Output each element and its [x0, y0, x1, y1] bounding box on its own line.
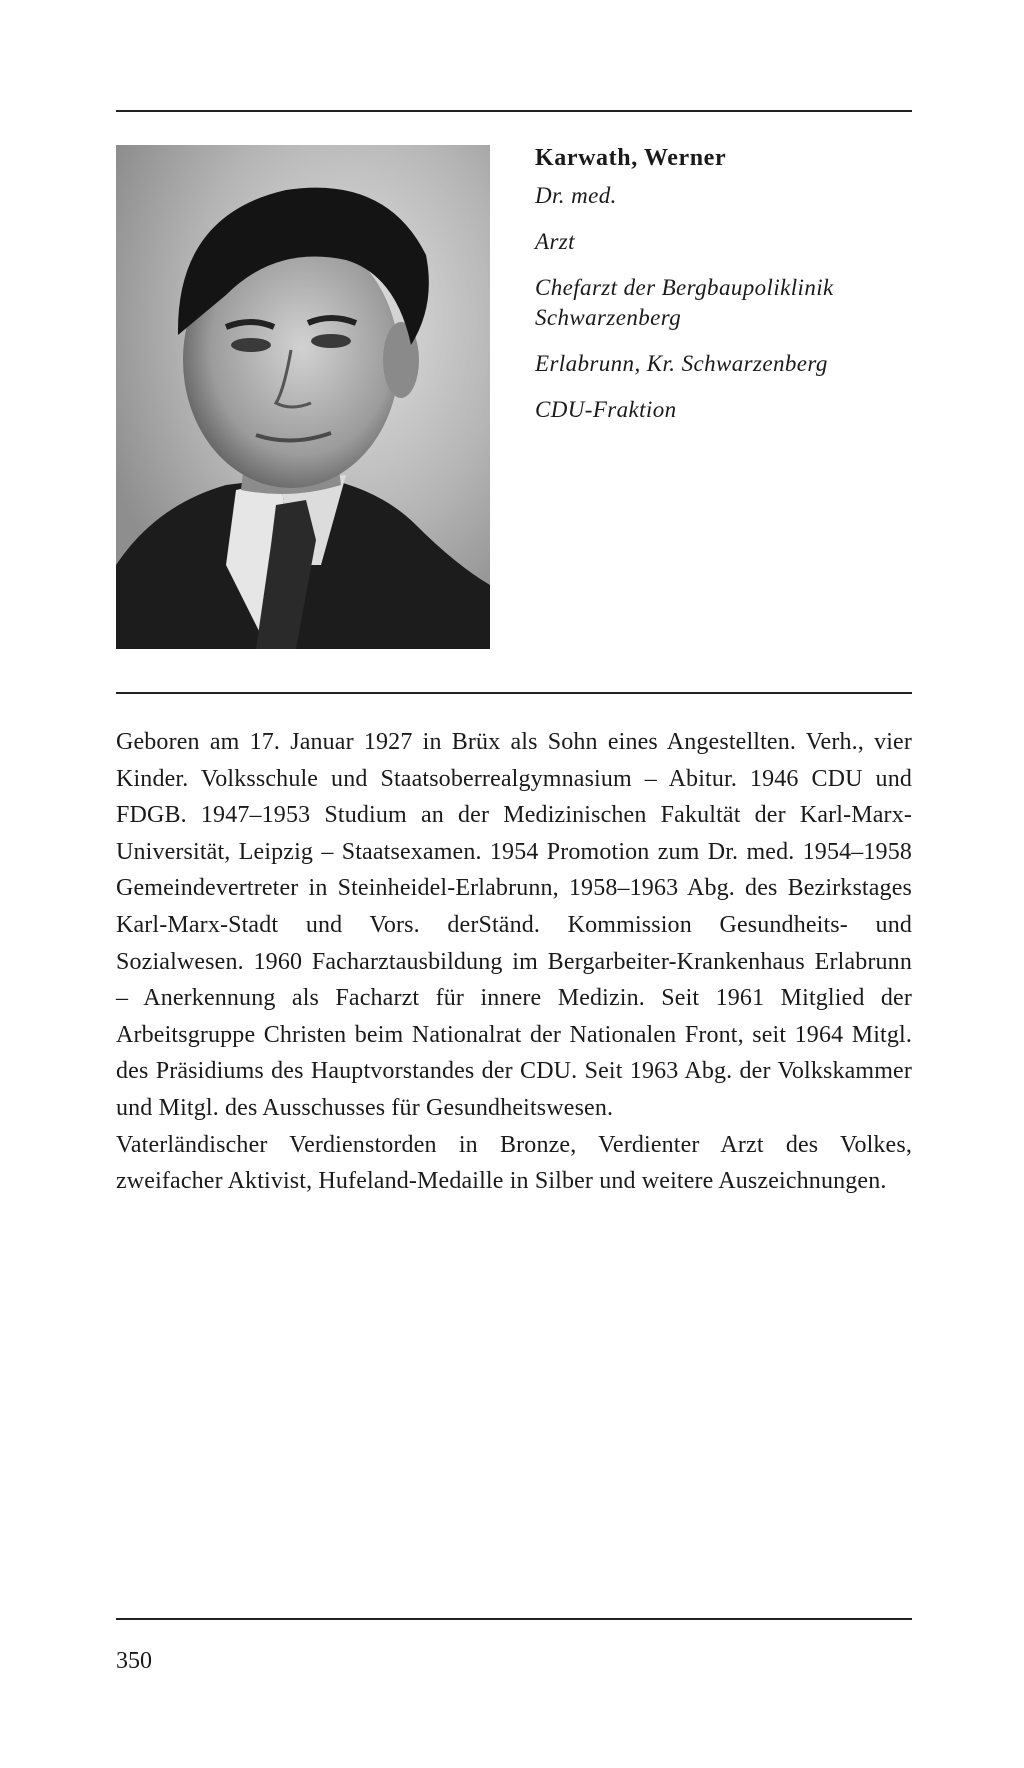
position-line-1: Chefarzt der Bergbaupoliklinik [535, 275, 834, 300]
entry-header [535, 143, 915, 425]
portrait-photo [116, 145, 490, 649]
residence: Erlabrunn, Kr. Schwarzenberg [535, 351, 828, 376]
biography-paragraph-2: Vaterländischer Verdienstorden in Bronze, Verdienter Arzt des Volkes, zweifacher Aktivist, Hufeland-Medaille in Silber und weitere Auszeichnungen. [116, 1131, 912, 1195]
middle-rule [116, 692, 912, 694]
top-rule [116, 110, 912, 112]
profession: Arzt [535, 229, 575, 254]
biography [116, 724, 912, 1200]
faction: CDU-Fraktion [535, 397, 677, 422]
academic-title: Dr. med. [535, 183, 617, 208]
portrait-illustration [116, 145, 490, 649]
biography-paragraph-1: Geboren am 17. Januar 1927 in Brüx als Sohn eines Angestellten. Verh., vier Kinder. Volksschule und Staatsoberrealgymnasium – Abitur. 1946 CDU und FDGB. 1947–1953 Studium an der Medizinischen Fakultät der Karl-Marx-Universität, Leipzig – Staatsexamen. 1954 Promotion zum Dr. med. 1954–1958 Gemeindevertreter in Steinheidel-Erlabrunn, 1958–1963 Abg. des Bezirkstages Karl-Marx-Stadt und Vors. derStänd. Kommission Gesundheits- und Sozialwesen. 1960 Facharztausbildung im Bergarbeiter-Krankenhaus Erlabrunn – Anerkennung als Facharzt für innere Medizin. Seit 1961 Mitglied der Arbeitsgruppe Christen beim Nationalrat der Nationalen Front, seit 1964 Mitgl. des Präsidiums des Hauptvorstandes der CDU. Seit 1963 Abg. der Volkskammer und Mitgl. des Ausschusses für Gesundheitswesen. [116, 729, 912, 1121]
bottom-rule [116, 1618, 912, 1620]
person-name: Karwath, Werner [535, 145, 727, 171]
page-number: 350 [116, 1648, 152, 1674]
position-line-2: Schwarzenberg [535, 305, 682, 330]
